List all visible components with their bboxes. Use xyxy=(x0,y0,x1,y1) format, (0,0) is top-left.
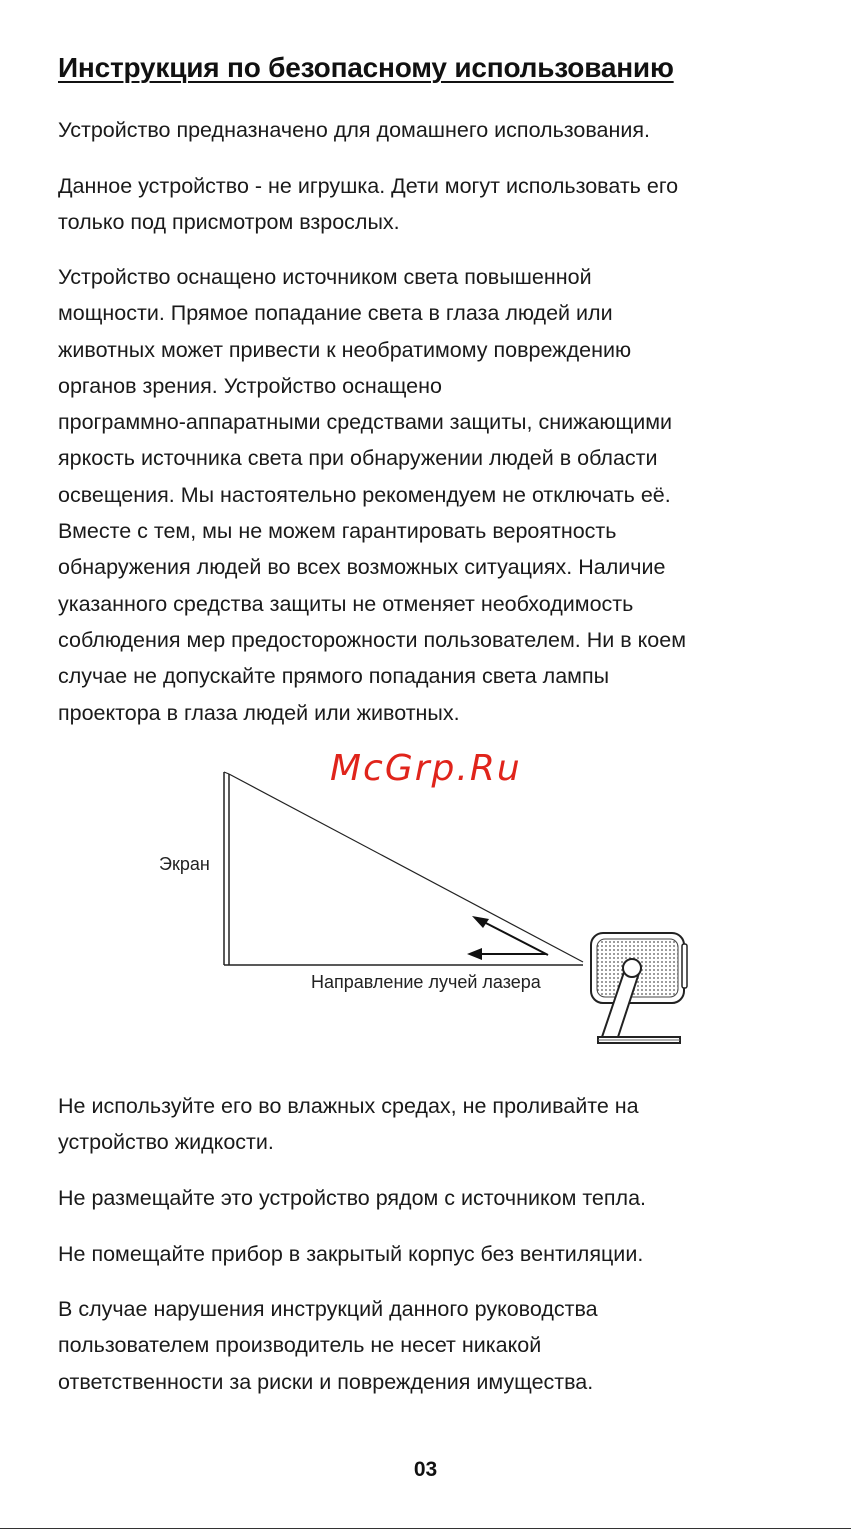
paragraph-moisture-warning xyxy=(58,1088,798,1161)
paragraph-line: проектора в глаза людей или животных. xyxy=(58,700,460,725)
paragraph-line: яркость источника света при обнаружении людей в области xyxy=(58,446,658,471)
paragraph-not-a-toy xyxy=(58,168,798,241)
paragraph-line: освещения. Мы настоятельно рекомендуем не отключать её. xyxy=(58,482,671,507)
paragraph-line: Вместе с тем, мы не можем гарантировать вероятность xyxy=(58,519,617,544)
screen-shape xyxy=(224,772,229,965)
paragraph-line: ответственности за риски и повреждения имущества. xyxy=(58,1369,594,1394)
paragraph-line: указанного средства защиты не отменяет необходимость xyxy=(58,591,634,616)
paragraph-line: органов зрения. Устройство оснащено xyxy=(58,373,442,398)
paragraph-line: мощности. Прямое попадание света в глаза людей или xyxy=(58,301,613,326)
watermark-text: McGrp.Ru xyxy=(330,748,522,789)
paragraph-line: животных может привести к необратимому повреждению xyxy=(58,337,632,362)
screen-label: Экран xyxy=(159,854,210,874)
paragraph-line: Устройство предназначено для домашнего использования. xyxy=(58,118,651,142)
page-title: Инструкция по безопасному использованию xyxy=(58,52,674,83)
paragraph-home-use xyxy=(58,112,798,148)
paragraph-line: Устройство оснащено источником света повышенной xyxy=(58,265,592,289)
paragraph-line: только под присмотром взрослых. xyxy=(58,210,400,235)
paragraph-line: В случае нарушения инструкций данного руководства xyxy=(58,1297,598,1321)
paragraph-line: обнаружения людей во всех возможных ситуациях. Наличие xyxy=(58,555,666,580)
paragraph-ventilation-warning xyxy=(58,1236,798,1272)
paragraph-line: устройство жидкости. xyxy=(58,1130,274,1155)
paragraph-light-warning xyxy=(58,259,798,731)
projector-icon xyxy=(591,933,687,1043)
page-number: 03 xyxy=(413,1458,438,1481)
light-cone xyxy=(224,774,583,965)
paragraph-heat-warning xyxy=(58,1180,798,1216)
rays-direction-label: Направление лучей лазера xyxy=(311,972,541,992)
arrow-icon xyxy=(467,916,548,960)
paragraph-line: соблюдения мер предосторожности пользователем. Ни в коем xyxy=(58,627,686,652)
paragraph-line: Не размещайте это устройство рядом с источником тепла. xyxy=(58,1186,647,1210)
paragraph-line: программно-аппаратными средствами защиты, снижающими xyxy=(58,410,673,435)
paragraph-liability xyxy=(58,1291,798,1400)
paragraph-line: пользователем производитель не несет никакой xyxy=(58,1333,542,1358)
paragraph-line: Не используйте его во влажных средах, не проливайте на xyxy=(58,1094,639,1118)
paragraph-line: Не помещайте прибор в закрытый корпус без вентиляции. xyxy=(58,1242,644,1266)
paragraph-line: случае не допускайте прямого попадания света лампы xyxy=(58,664,610,689)
bottom-divider xyxy=(0,1528,851,1529)
paragraph-line: Данное устройство - не игрушка. Дети могут использовать его xyxy=(58,174,679,198)
